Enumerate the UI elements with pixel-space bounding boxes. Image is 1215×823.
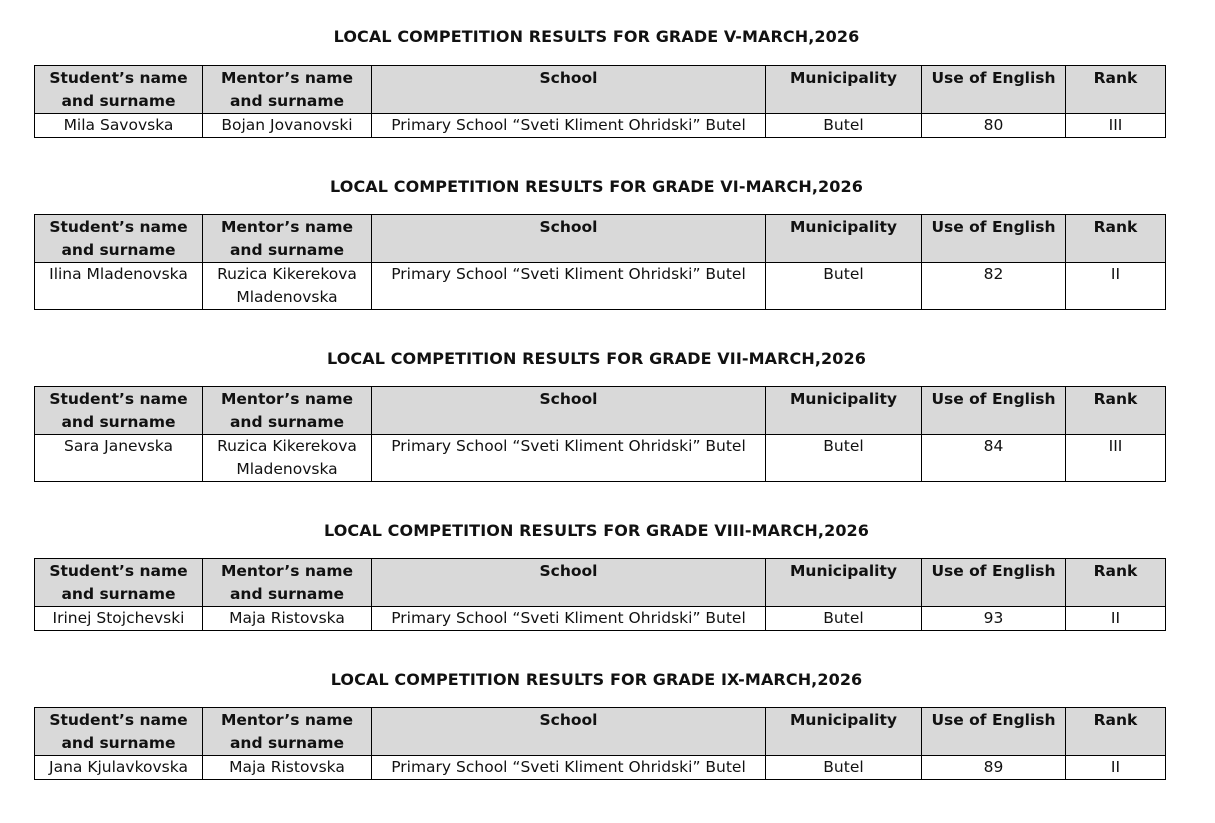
header-student: Student’s name and surname xyxy=(35,708,203,756)
header-english: Use of English xyxy=(922,66,1066,114)
header-student: Student’s name and surname xyxy=(35,66,203,114)
cell-student: Irinej Stojchevski xyxy=(35,607,203,631)
cell-rank: II xyxy=(1066,756,1166,780)
cell-rank: II xyxy=(1066,607,1166,631)
header-mentor: Mentor’s name and surname xyxy=(203,387,372,435)
cell-rank: III xyxy=(1066,435,1166,482)
cell-english: 84 xyxy=(922,435,1066,482)
header-school: School xyxy=(372,708,766,756)
header-english: Use of English xyxy=(922,387,1066,435)
cell-student: Jana Kjulavkovska xyxy=(35,756,203,780)
header-municipality: Municipality xyxy=(766,387,922,435)
results-table-grade-vii xyxy=(34,386,1166,482)
cell-school: Primary School “Sveti Kliment Ohridski” Butel xyxy=(372,435,766,482)
header-school: School xyxy=(372,559,766,607)
results-table-grade-vi xyxy=(34,214,1166,310)
cell-english: 89 xyxy=(922,756,1066,780)
header-municipality: Municipality xyxy=(766,215,922,263)
header-rank: Rank xyxy=(1066,387,1166,435)
cell-english: 82 xyxy=(922,263,1066,310)
header-student: Student’s name and surname xyxy=(35,559,203,607)
header-student: Student’s name and surname xyxy=(35,215,203,263)
header-student: Student’s name and surname xyxy=(35,387,203,435)
header-municipality: Municipality xyxy=(766,559,922,607)
header-school: School xyxy=(372,66,766,114)
header-municipality: Municipality xyxy=(766,708,922,756)
header-english: Use of English xyxy=(922,708,1066,756)
section-title-grade-v: LOCAL COMPETITION RESULTS FOR GRADE V-MARCH,2026 xyxy=(333,27,860,46)
table-row xyxy=(35,756,1166,780)
header-rank: Rank xyxy=(1066,559,1166,607)
header-english: Use of English xyxy=(922,215,1066,263)
table-row xyxy=(35,435,1166,482)
header-english: Use of English xyxy=(922,559,1066,607)
cell-mentor: Ruzica Kikerekova Mladenovska xyxy=(203,263,372,310)
table-row xyxy=(35,114,1166,138)
table-header-row xyxy=(35,708,1166,756)
cell-municipality: Butel xyxy=(766,114,922,138)
results-table-grade-viii xyxy=(34,558,1166,631)
cell-municipality: Butel xyxy=(766,263,922,310)
table-header-row xyxy=(35,66,1166,114)
table-header-row xyxy=(35,387,1166,435)
cell-school: Primary School “Sveti Kliment Ohridski” Butel xyxy=(372,756,766,780)
header-school: School xyxy=(372,387,766,435)
cell-mentor: Ruzica Kikerekova Mladenovska xyxy=(203,435,372,482)
cell-municipality: Butel xyxy=(766,607,922,631)
header-mentor: Mentor’s name and surname xyxy=(203,215,372,263)
cell-school: Primary School “Sveti Kliment Ohridski” Butel xyxy=(372,263,766,310)
header-mentor: Mentor’s name and surname xyxy=(203,708,372,756)
section-title-grade-viii: LOCAL COMPETITION RESULTS FOR GRADE VIII-MARCH,2026 xyxy=(323,521,870,540)
header-school: School xyxy=(372,215,766,263)
cell-mentor: Bojan Jovanovski xyxy=(203,114,372,138)
header-municipality: Municipality xyxy=(766,66,922,114)
header-rank: Rank xyxy=(1066,708,1166,756)
cell-student: Ilina Mladenovska xyxy=(35,263,203,310)
results-table-grade-v xyxy=(34,65,1166,138)
cell-rank: III xyxy=(1066,114,1166,138)
cell-municipality: Butel xyxy=(766,756,922,780)
cell-mentor: Maja Ristovska xyxy=(203,756,372,780)
header-mentor: Mentor’s name and surname xyxy=(203,559,372,607)
cell-rank: II xyxy=(1066,263,1166,310)
cell-english: 93 xyxy=(922,607,1066,631)
cell-municipality: Butel xyxy=(766,435,922,482)
header-rank: Rank xyxy=(1066,215,1166,263)
header-rank: Rank xyxy=(1066,66,1166,114)
results-table-grade-ix xyxy=(34,707,1166,780)
section-title-grade-vi: LOCAL COMPETITION RESULTS FOR GRADE VI-MARCH,2026 xyxy=(330,177,863,196)
table-row xyxy=(35,607,1166,631)
cell-school: Primary School “Sveti Kliment Ohridski” Butel xyxy=(372,607,766,631)
cell-student: Mila Savovska xyxy=(35,114,203,138)
cell-mentor: Maja Ristovska xyxy=(203,607,372,631)
table-header-row xyxy=(35,559,1166,607)
header-mentor: Mentor’s name and surname xyxy=(203,66,372,114)
cell-school: Primary School “Sveti Kliment Ohridski” Butel xyxy=(372,114,766,138)
cell-english: 80 xyxy=(922,114,1066,138)
section-title-grade-ix: LOCAL COMPETITION RESULTS FOR GRADE IX-MARCH,2026 xyxy=(330,670,863,689)
table-row xyxy=(35,263,1166,310)
table-header-row xyxy=(35,215,1166,263)
section-title-grade-vii: LOCAL COMPETITION RESULTS FOR GRADE VII-MARCH,2026 xyxy=(327,349,866,368)
cell-student: Sara Janevska xyxy=(35,435,203,482)
